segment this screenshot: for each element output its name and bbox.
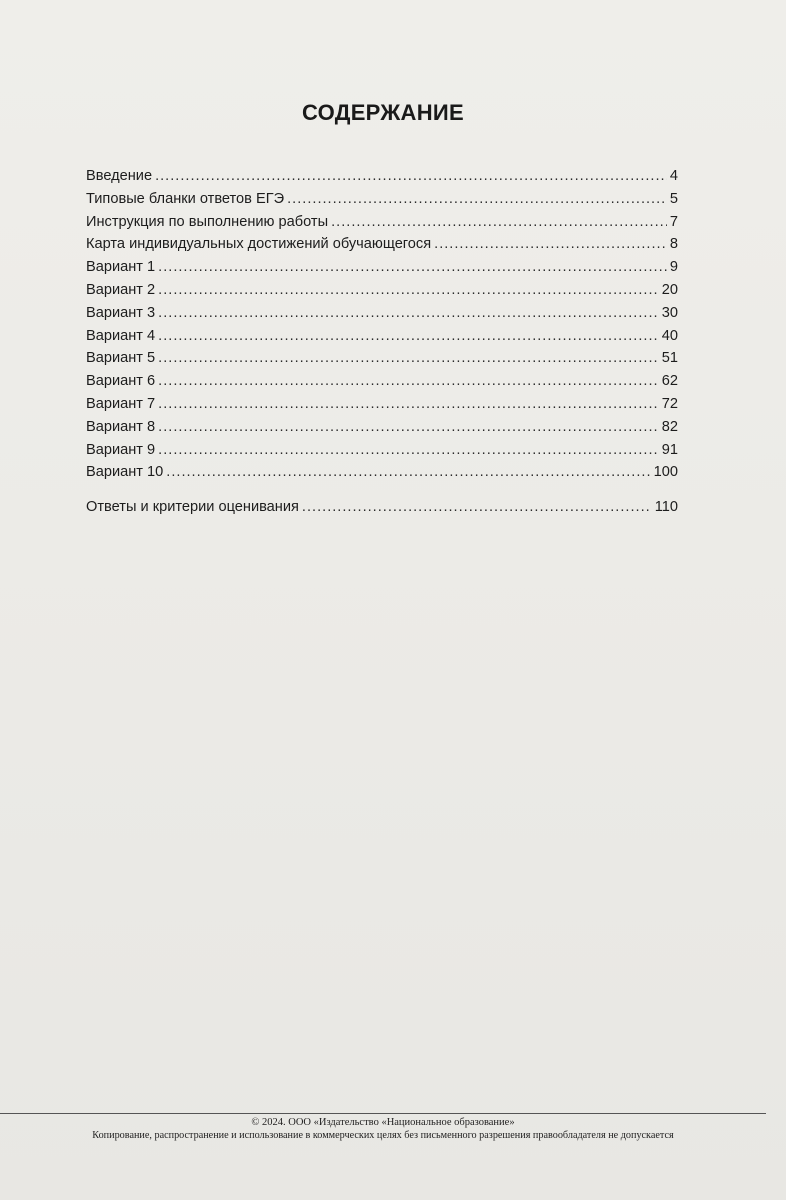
toc-entry-variant-3 — [86, 305, 678, 328]
toc-entry-label: Вариант 5 — [86, 350, 156, 367]
toc-entry-label: Вариант 8 — [86, 418, 156, 435]
toc-leader-dots — [331, 214, 667, 230]
toc-entry-label: Вариант 2 — [86, 281, 156, 298]
toc-entry-page: 51 — [661, 350, 678, 367]
toc-entry-instructions — [86, 214, 678, 237]
toc-leader-dots — [302, 499, 652, 515]
toc-entry-achievement-map — [86, 236, 678, 259]
toc-entry-page: 20 — [661, 281, 678, 298]
toc-entry-label: Инструкция по выполнению работы — [86, 213, 329, 230]
toc-entry-label: Вариант 1 — [86, 259, 156, 276]
page-title: СОДЕРЖАНИЕ — [301, 100, 465, 125]
toc-entry-page: 4 — [669, 168, 678, 184]
toc-leader-dots — [158, 350, 659, 366]
toc-entry-page: 7 — [669, 213, 678, 230]
toc-entry-variant-1 — [86, 259, 678, 282]
toc-leader-dots — [158, 419, 659, 435]
toc-entry-label: Вариант 3 — [86, 304, 156, 321]
toc-entry-page: 82 — [661, 418, 678, 435]
footer-divider — [0, 1113, 766, 1114]
toc-leader-dots — [158, 373, 659, 389]
toc-entry-page: 100 — [653, 464, 678, 481]
toc-entry-page: 91 — [661, 441, 678, 458]
toc-leader-dots — [158, 305, 659, 321]
toc-entry-answer-forms — [86, 191, 678, 214]
toc-entry-label: Вариант 6 — [86, 373, 156, 390]
footer-notice: Копирование, распространение и использование в коммерческих целях без письменного разрешения правообладателя не допускается — [92, 1130, 674, 1141]
toc-leader-dots — [155, 168, 667, 184]
toc-entry-label: Вариант 10 — [86, 464, 164, 481]
toc-entry-label: Карта индивидуальных достижений обучающегося — [86, 236, 432, 253]
toc-entry-label: Ответы и критерии оценивания — [86, 499, 299, 516]
toc-entry-page: 30 — [661, 304, 678, 321]
toc-leader-dots — [287, 191, 667, 207]
toc-entry-page: 8 — [669, 236, 678, 253]
toc-entry-label: Вариант 9 — [86, 441, 156, 458]
toc-entry-variant-10 — [86, 464, 678, 487]
toc-leader-dots — [158, 282, 659, 298]
toc-leader-dots — [166, 464, 650, 480]
toc-leader-dots — [158, 442, 659, 458]
toc-leader-dots — [434, 236, 667, 252]
toc-entry-label: Вариант 4 — [86, 327, 156, 344]
toc-entry-page: 9 — [669, 259, 678, 276]
toc-entry-label: Введение — [86, 168, 153, 184]
toc-entry-page: 40 — [661, 327, 678, 344]
toc-entry-variant-2 — [86, 282, 678, 305]
toc-leader-dots — [158, 328, 659, 344]
toc-entry-page: 72 — [661, 395, 678, 412]
toc-entry-page: 5 — [669, 190, 678, 207]
toc-entry-variant-5 — [86, 350, 678, 373]
toc-entry-answers — [86, 499, 678, 522]
toc-entry-variant-8 — [86, 419, 678, 442]
toc-entry-variant-9 — [86, 442, 678, 465]
toc-entry-label: Типовые бланки ответов ЕГЭ — [86, 190, 285, 207]
toc-entry-page: 62 — [661, 373, 678, 390]
toc-leader-dots — [158, 396, 659, 412]
toc-entry-label: Вариант 7 — [86, 395, 156, 412]
table-of-contents — [86, 168, 678, 522]
toc-entry-variant-7 — [86, 396, 678, 419]
toc-entry-introduction — [86, 168, 678, 191]
footer — [0, 1116, 766, 1142]
toc-leader-dots — [158, 259, 667, 275]
footer-copyright: © 2024. ООО «Издательство «Национальное образование» — [251, 1117, 515, 1128]
toc-entry-variant-6 — [86, 373, 678, 396]
toc-entry-page: 110 — [654, 499, 678, 516]
toc-entry-variant-4 — [86, 328, 678, 351]
